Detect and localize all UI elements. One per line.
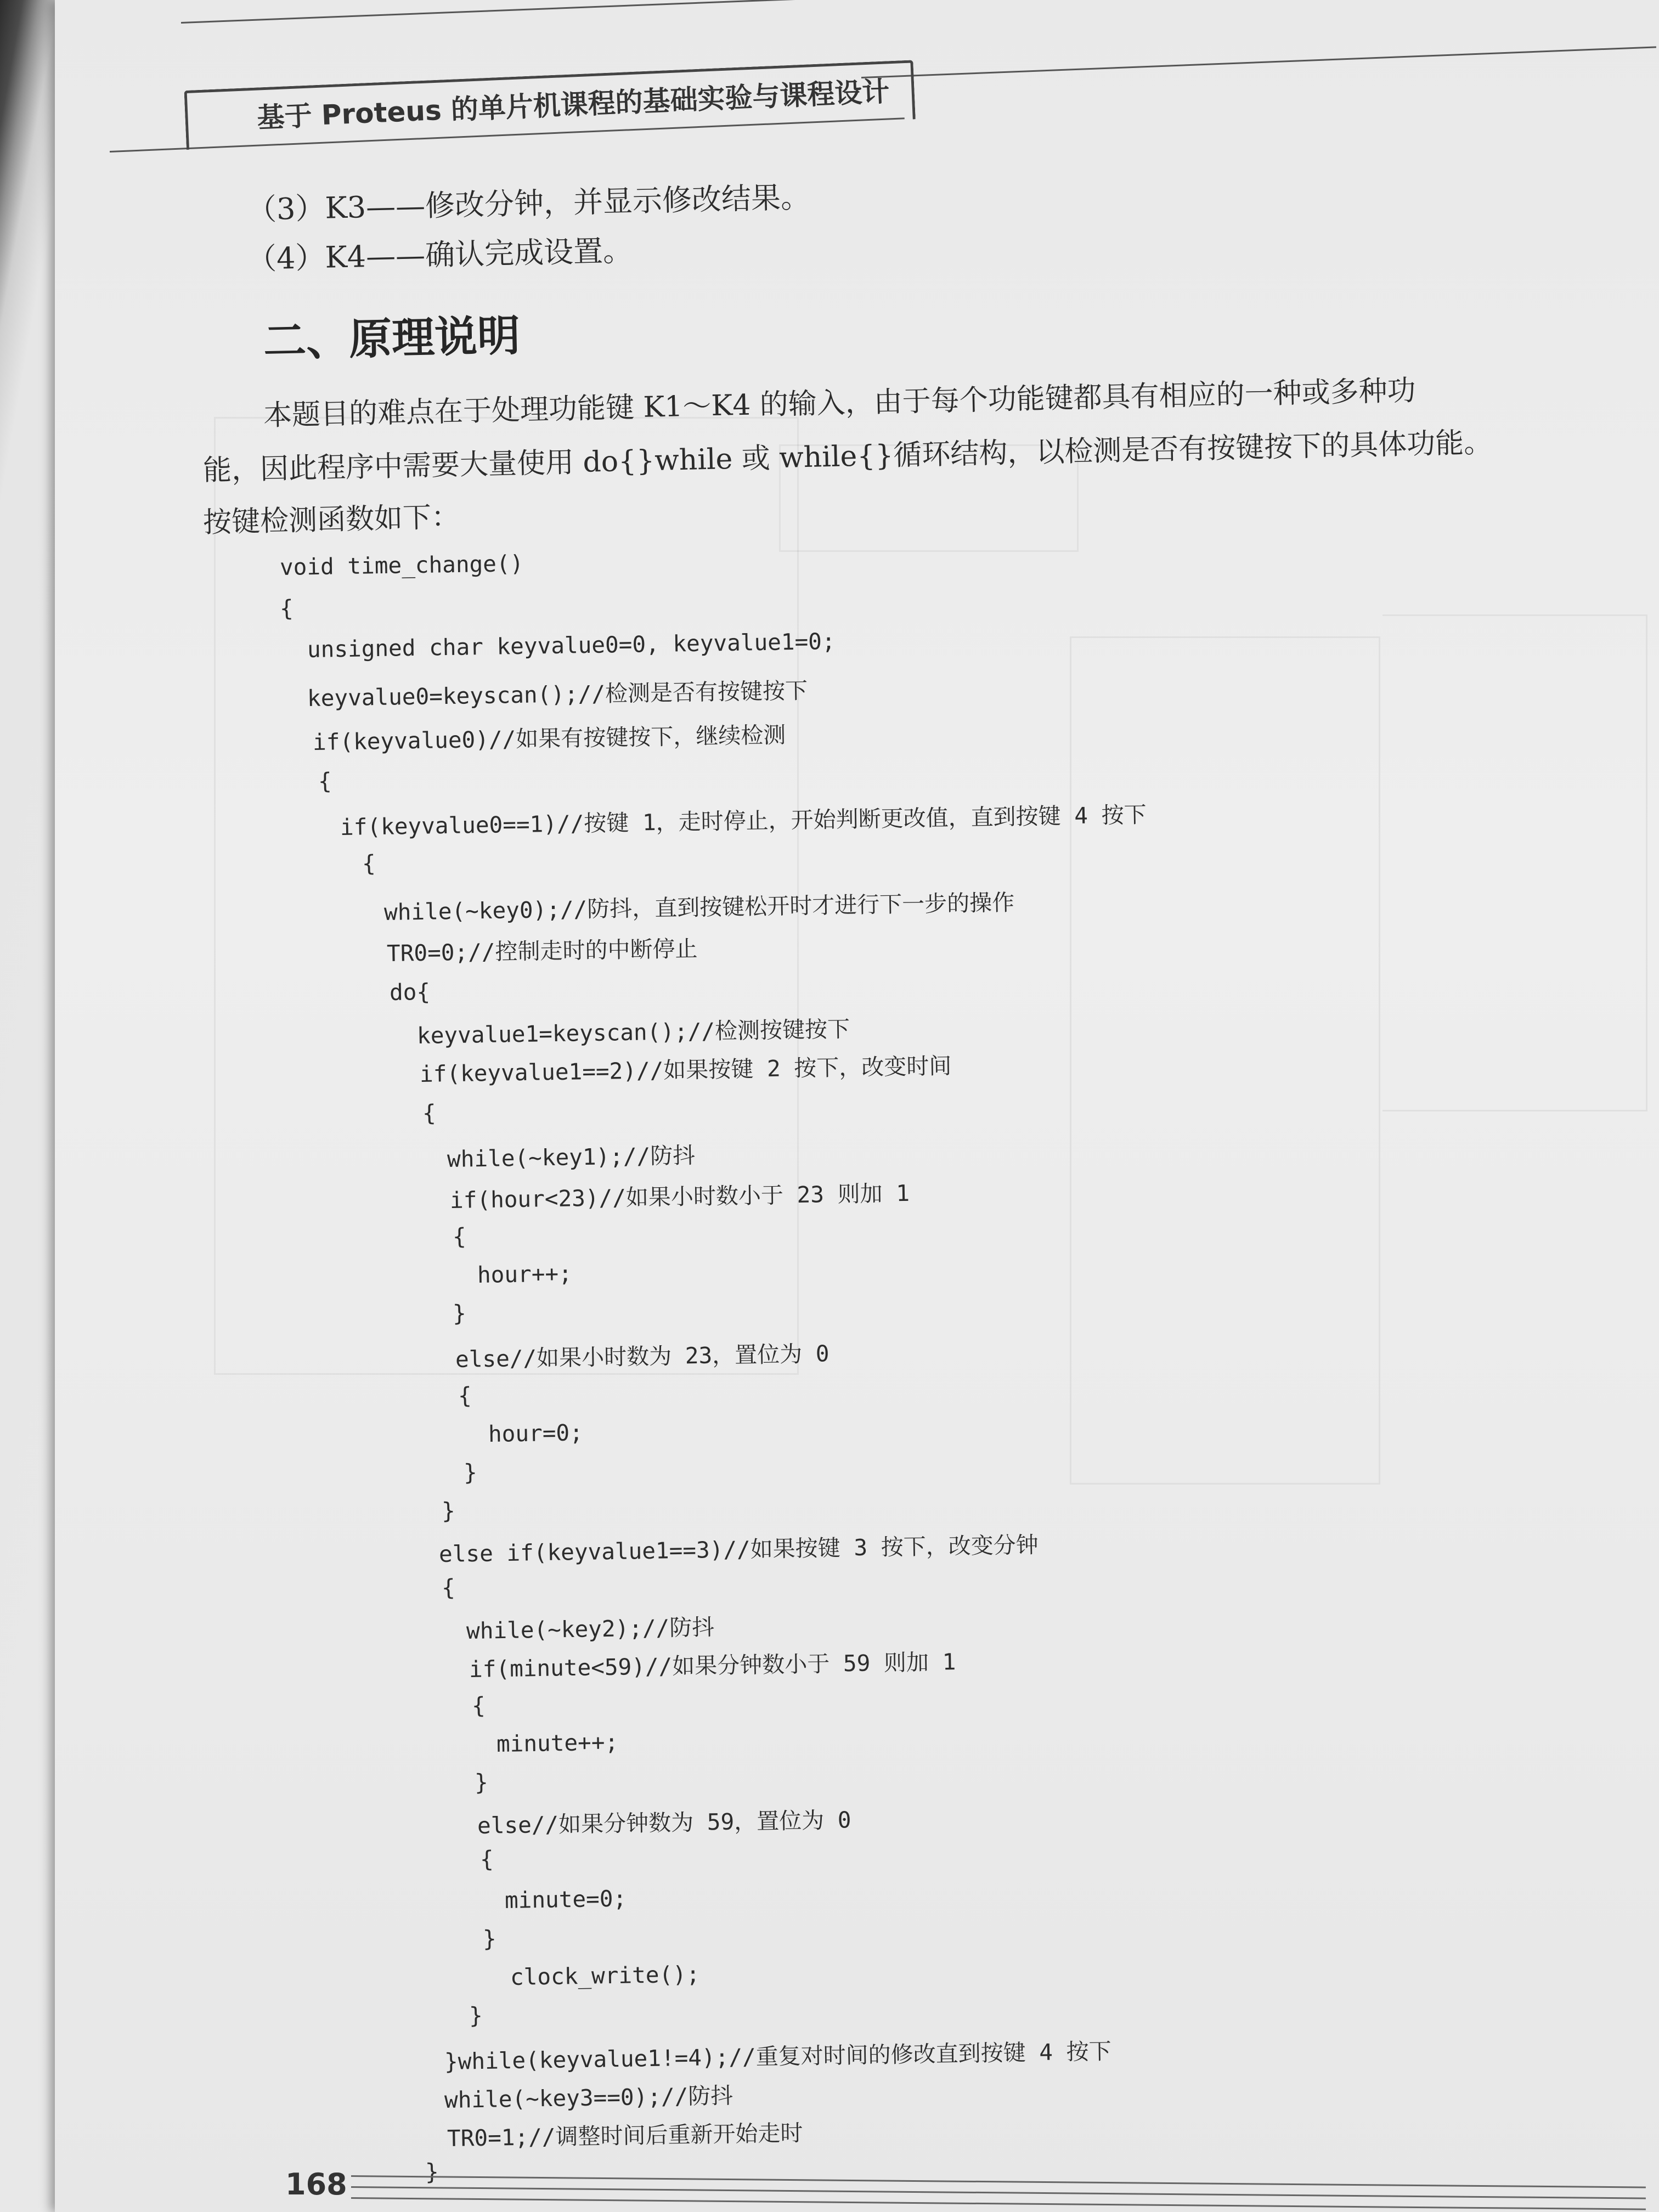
code-line: } [452,1300,467,1327]
code-line: if(keyvalue0)//如果有按键按下，继续检测 [312,721,786,755]
code-line: else if(keyvalue1==3)//如果按键 3 按下，改变分钟 [438,1531,1039,1567]
showthrough-schematic-box [1070,636,1380,1485]
code-line: keyvalue1=keyscan();//检测按键按下 [416,1015,850,1049]
code-line: while(~key1);//防抖 [447,1142,696,1172]
code-line: unsigned char keyvalue0=0, keyvalue1=0; [307,628,836,663]
footer-rule-1 [351,2175,1646,2188]
code-line: if(keyvalue0==1)//按键 1，走时停止，开始判断更改值，直到按键 4 按下 [340,801,1147,840]
code-line: } [441,1497,456,1524]
code-line: hour=0; [488,1419,584,1447]
code-line: do{ [389,978,431,1006]
list-item-k3: （3）K3——修改分钟，并显示修改结果。 [246,179,811,227]
code-line: } [482,1925,497,1952]
code-line: }while(keyvalue1!=4);//重复对时间的修改直到按键 4 按下 [444,2038,1112,2075]
code-line: } [425,2158,439,2185]
footer-rule-3 [351,2197,1646,2210]
code-line: minute++; [496,1729,619,1757]
code-line: while(~key2);//防抖 [466,1613,715,1644]
code-line: else//如果小时数为 23，置位为 0 [455,1340,830,1373]
code-line: hour++; [477,1260,573,1288]
code-line: while(~key3==0);//防抖 [444,2082,733,2113]
book-page [55,0,1659,2212]
code-line: void time_change() [279,550,524,580]
code-line: if(minute<59)//如果分钟数小于 59 则加 1 [469,1649,956,1683]
code-line: } [474,1769,489,1796]
page-number: 168 [285,2167,347,2202]
code-line: { [279,595,294,622]
code-line: { [318,768,332,794]
paragraph-line-2: 能，因此程序中需要大量使用 do{}while 或 while{}循环结构，以检测是否有按键按下的具体功能。 [202,426,1493,487]
list-item-k4: （4）K4——确认完成设置。 [246,233,633,276]
code-line: TR0=0;//控制走时的中断停止 [386,935,698,967]
footer-rule-2 [351,2186,1646,2199]
code-line: minute=0; [504,1885,627,1914]
running-header-title: 基于 Proteus 的单片机课程的基础实验与课程设计 [256,75,890,134]
showthrough-right-wire [1383,614,1647,1111]
code-line: TR0=1;//调整时间后重新开始走时 [447,2119,803,2152]
code-line: clock_write(); [510,1961,700,1990]
code-line: { [441,1574,456,1601]
code-line: { [422,1099,437,1126]
code-line: keyvalue0=keyscan();//检测是否有按键按下 [307,677,808,712]
code-line: } [463,1459,478,1486]
code-line: if(keyvalue1==2)//如果按键 2 按下，改变时间 [419,1052,952,1087]
paragraph-line-3: 按键检测函数如下： [202,500,460,539]
header-rule-mid [861,46,1656,78]
code-line: while(~key0);//防抖，直到按键松开时才进行下一步的操作 [383,889,1015,926]
code-line: { [452,1223,467,1250]
section-heading: 二、原理说明 [263,311,521,366]
code-line: { [471,1692,486,1719]
code-line: { [458,1382,472,1409]
paragraph-line-1: 本题目的难点在于处理功能键 K1～K4 的输入，由于每个功能键都具有相应的一种或多种功 [263,374,1417,432]
code-line: if(hour<23)//如果小时数小于 23 则加 1 [449,1180,910,1214]
code-line: } [469,2002,483,2029]
code-line: { [362,850,376,877]
code-line: { [479,1846,494,1872]
header-rule-top [181,0,1650,24]
code-line: else//如果分钟数为 59，置位为 0 [477,1807,851,1839]
